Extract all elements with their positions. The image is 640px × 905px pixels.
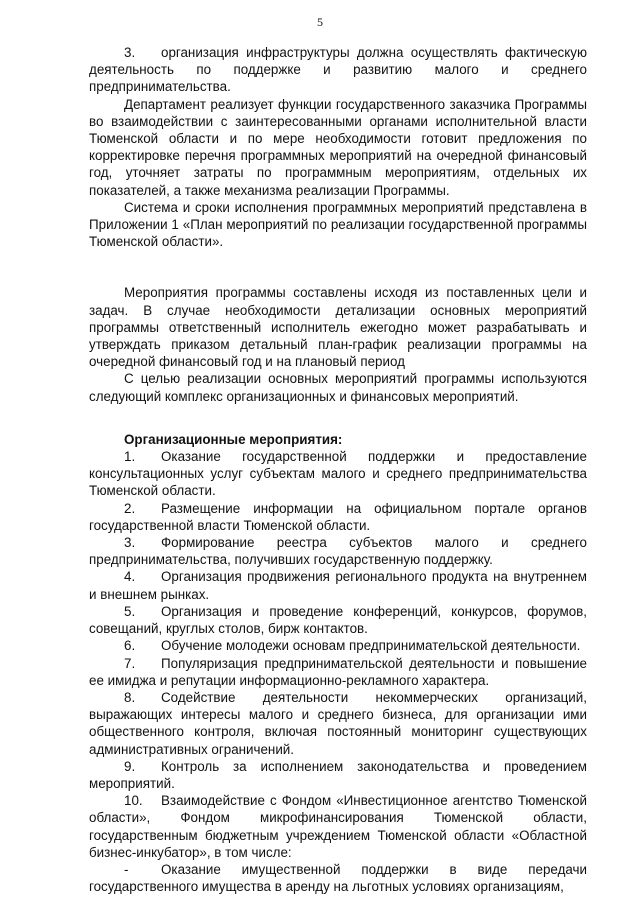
page-number: 5 (317, 15, 323, 29)
org-measures-list (89, 448, 587, 895)
measures-paragraph: Мероприятия программы составлены исходя из поставленных цели и задач. В случае необходимости детализации основных мероприятий программы ответственный исполнитель ежегодно может разрабатывать и утверждать приказом детальный план-график реализации программы на очередной финансовый год и на плановый период (89, 285, 587, 370)
org-measures-heading: Организационные мероприятия: (124, 431, 343, 447)
purpose-paragraph: С целью реализации основных мероприятий программы используются следующий комплекс организационных и финансовых мероприятий. (89, 371, 587, 404)
item-number: 2. (124, 500, 136, 516)
item-number: 3. (124, 45, 136, 60)
item-number: 1. (124, 449, 136, 465)
item-number: 8. (124, 689, 136, 705)
system-paragraph: Система и сроки исполнения программных мероприятий представлена в Приложении 1 «План мероприятий по реализации государственной программы Тюменской области». (89, 199, 587, 250)
document-body (89, 44, 587, 895)
department-paragraph: Департамент реализует функции государственного заказчика Программы во взаимодействии с заинтересованными органами исполнительной власти Тюменской области и по мере необходимости готовит предложения по корректировке перечня программных мероприятий на очередной финансовый год, уточняет затраты по программным мероприятиям, отдельных их показателей, а также механизма реализации Программы. (89, 96, 587, 198)
list-item (89, 758, 587, 792)
list-item (89, 792, 587, 861)
item-number: 4. (124, 569, 136, 585)
spacer (89, 250, 587, 284)
list-item (89, 534, 587, 568)
item-text: Оказание имущественной поддержки в виде передачи государственного имущества в аренду на льготных условиях организациям, (89, 861, 587, 895)
item-number: 3. (124, 535, 136, 551)
item-text: Формирование реестра субъектов малого и среднего предпринимательства, получивших государственную поддержку. (89, 535, 587, 568)
item-text: Контроль за исполнением законодательства и проведением мероприятий. (89, 758, 587, 791)
infra-paragraph (89, 44, 587, 96)
list-item (89, 448, 587, 500)
list-item (89, 655, 587, 689)
sub-list-item (89, 861, 587, 895)
list-item (89, 689, 587, 758)
list-item (89, 603, 587, 637)
item-text: Популяризация предпринимательской деятельности и повышение ее имиджа и репутации информационно-рекламного характера. (89, 655, 587, 688)
item-number: 9. (124, 758, 136, 774)
item-number: 10. (124, 793, 143, 809)
list-item (89, 500, 587, 534)
list-item (89, 637, 587, 654)
item-text: Оказание государственной поддержки и предоставление консультационных услуг субъектам малого и среднего предпринимательства Тюменской области. (89, 449, 587, 499)
item-number: 5. (124, 603, 136, 619)
item-text: Обучение молодежи основам предпринимательской деятельности. (161, 638, 581, 654)
item-dash: - (124, 861, 129, 877)
item-number: 7. (124, 655, 136, 671)
item-text: Организация продвижения регионального продукта на внутреннем и внешнем рынках. (89, 569, 587, 602)
item-number: 6. (124, 638, 136, 654)
item-text: Размещение информации на официальном портале органов государственной власти Тюменской области. (89, 500, 587, 533)
item-text: Организация и проведение конференций, конкурсов, форумов, совещаний, круглых столов, бирж контактов. (89, 603, 587, 637)
item-text: организация инфраструктуры должна осуществлять фактическую деятельность по поддержке и развитию малого и среднего предпринимательства. (89, 45, 587, 95)
spacer (89, 405, 587, 431)
item-text: Содействие деятельности некоммерческих организаций, выражающих интересы малого и среднего бизнеса, для организации ими общественного контроля, включая постоянный мониторинг существующих административных ограничений. (89, 689, 587, 757)
item-text: Взаимодействие с Фондом «Инвестиционное агентство Тюменской области», Фондом микрофинансирования Тюменской области, государственным бюджетным учреждением Тюменской области «Областной бизнес-инкубатор», в том числе: (89, 793, 587, 860)
list-item (89, 568, 587, 602)
